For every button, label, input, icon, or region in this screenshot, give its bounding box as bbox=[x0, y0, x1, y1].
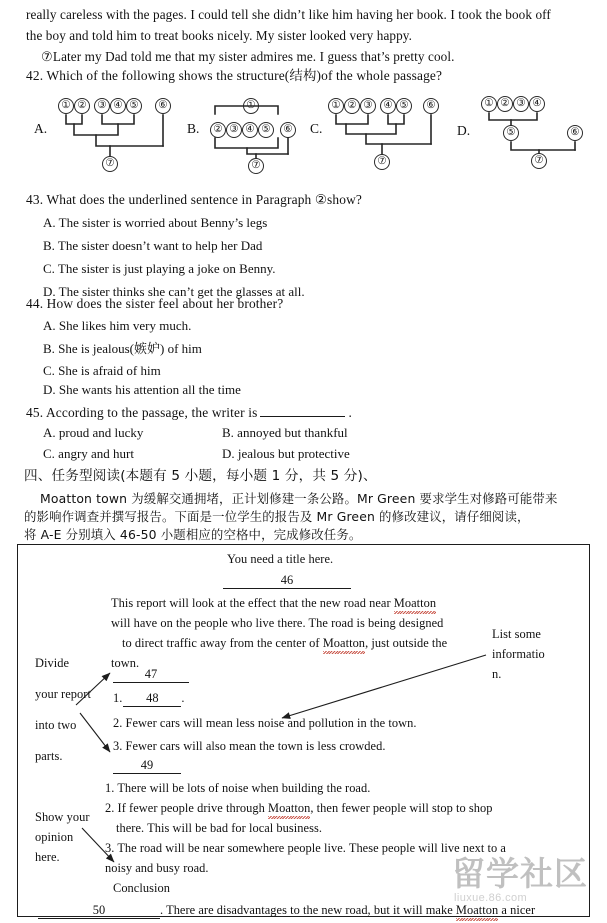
diagram-c-node-1: ① bbox=[328, 98, 344, 114]
diagram-a-node-1: ① bbox=[58, 98, 74, 114]
report-b-item-1: 1. There will be lots of noise when building the road. bbox=[105, 781, 371, 795]
question-44-stem: 44. How does the sister feel about her brother? bbox=[26, 296, 284, 311]
diagram-d-node-5: ⑤ bbox=[503, 125, 519, 141]
question-45-option-a[interactable]: A. proud and lucky bbox=[43, 425, 144, 440]
diagram-c-node-6: ⑥ bbox=[423, 98, 439, 114]
report-b-item-3-line-1: 3. The road will be near somewhere people live. These people will live next to a bbox=[105, 841, 506, 855]
diagram-b-node-3: ③ bbox=[226, 122, 242, 138]
diagram-option-c[interactable] bbox=[310, 92, 440, 184]
diagram-a-node-5: ⑤ bbox=[126, 98, 142, 114]
section-4-intro-line-1: Moatton town 为缓解交通拥堵，正计划修建一条公路。Mr Green 要求学生对修路可能带来 bbox=[40, 491, 558, 506]
question-42-stem: 42. Which of the following shows the structure(结构)of the whole passage? bbox=[26, 68, 443, 83]
question-45-stem-period: . bbox=[348, 405, 352, 420]
section-4-heading: 四、任务型阅读(本题有 5 小题，每小题 1 分，共 5 分)、 bbox=[24, 468, 377, 484]
question-45-blank[interactable] bbox=[260, 404, 345, 417]
diagram-c-node-3: ③ bbox=[360, 98, 376, 114]
report-b-item-2-text-c: , then fewer people will stop to shop bbox=[310, 801, 493, 815]
diagram-b-connectors bbox=[185, 92, 315, 184]
report-body-line-1-text: This report will look at the effect that the new road near bbox=[111, 596, 394, 610]
report-b-item-2-line-1 bbox=[105, 800, 493, 816]
diagram-d-node-3: ③ bbox=[513, 96, 529, 112]
diagram-a-node-7: ⑦ bbox=[102, 156, 118, 172]
diagram-d-node-2: ② bbox=[497, 96, 513, 112]
question-44-option-a[interactable]: A. She likes him very much. bbox=[43, 318, 192, 333]
diagram-c-connectors bbox=[310, 92, 440, 184]
report-body-line-4: town. bbox=[111, 656, 140, 670]
watermark-url: liuxue.86.com bbox=[454, 892, 528, 904]
question-44-option-d[interactable]: D. She wants his attention all the time bbox=[43, 382, 241, 397]
diagram-a-connectors bbox=[30, 92, 180, 184]
annotation-divide-line-1: Divide bbox=[35, 656, 70, 670]
passage-line-3: ⑦Later my Dad told me that my sister admires me. I guess that’s pretty cool. bbox=[41, 49, 455, 64]
diagram-d-node-1: ① bbox=[481, 96, 497, 112]
report-blank-49[interactable]: 49 bbox=[113, 757, 181, 774]
diagram-b-letter: B. bbox=[187, 121, 200, 136]
report-item-1-period: . bbox=[181, 691, 185, 705]
question-44-option-c[interactable]: C. She is afraid of him bbox=[43, 363, 161, 378]
diagram-b-node-7: ⑦ bbox=[248, 158, 264, 174]
watermark-text: 留学社区 bbox=[452, 854, 588, 893]
diagram-b-node-5: ⑤ bbox=[258, 122, 274, 138]
report-body-line-3-text-a: to direct traffic away from the center of bbox=[122, 636, 323, 650]
annotation-opinion-line-3: here. bbox=[35, 850, 60, 864]
report-blank-47-wrap bbox=[113, 666, 189, 683]
diagram-c-node-7: ⑦ bbox=[374, 154, 390, 170]
task-report-box bbox=[17, 544, 590, 917]
report-item-1-number: 1. bbox=[113, 691, 123, 705]
diagram-option-d[interactable] bbox=[455, 92, 607, 184]
annotation-opinion-line-1: Show your bbox=[35, 810, 90, 824]
spellcheck-moatton-4: Moatton bbox=[455, 903, 499, 917]
passage-line-1: really careless with the pages. I could tell she didn’t like him having her book. I took the book off bbox=[26, 7, 551, 22]
annotation-list-line-3: n. bbox=[492, 667, 502, 681]
question-43-stem: 43. What does the underlined sentence in Paragraph ②show? bbox=[26, 192, 363, 207]
section-4-intro-line-2: 的影响作调查并撰写报告。下面是一位学生的报告及 Mr Green 的修改建议，请仔细阅读， bbox=[24, 509, 530, 524]
diagram-a-node-4: ④ bbox=[110, 98, 126, 114]
report-blank-47[interactable]: 47 bbox=[113, 666, 189, 683]
report-body-line-1 bbox=[111, 595, 436, 611]
diagram-d-letter: D. bbox=[457, 123, 471, 138]
annotation-divide-line-3: into two bbox=[35, 718, 77, 732]
report-b-item-2-text-a: 2. If fewer people drive through bbox=[105, 801, 269, 815]
report-item-3: 3. Fewer cars will also mean the town is less crowded. bbox=[113, 739, 386, 753]
question-44-option-b[interactable]: B. She is jealous(嫉妒) of him bbox=[43, 341, 202, 356]
report-blank-46[interactable]: 46 bbox=[223, 572, 351, 589]
report-b-item-2-line-2: there. This will be bad for local business. bbox=[116, 821, 322, 835]
report-conclusion-line bbox=[38, 902, 535, 919]
question-42-diagrams bbox=[0, 92, 607, 184]
question-43-option-c[interactable]: C. The sister is just playing a joke on Benny. bbox=[43, 261, 276, 276]
diagram-c-node-5: ⑤ bbox=[396, 98, 412, 114]
diagram-a-letter: A. bbox=[34, 121, 48, 136]
report-body-line-3 bbox=[122, 635, 447, 651]
annotation-list-line-2: informatio bbox=[492, 647, 545, 661]
report-blank-48[interactable]: 48 bbox=[123, 690, 181, 707]
report-blank-49-wrap bbox=[113, 757, 181, 774]
question-45-option-b[interactable]: B. annoyed but thankful bbox=[222, 425, 348, 440]
diagram-a-node-2: ② bbox=[74, 98, 90, 114]
diagram-d-node-6: ⑥ bbox=[567, 125, 583, 141]
annotation-list-line-1: List some bbox=[492, 627, 541, 641]
question-43-option-d[interactable]: D. The sister thinks she can’t get the glasses at all. bbox=[43, 284, 305, 299]
section-4-intro-line-3: 将 A-E 分别填入 46-50 小题相应的空格中，完成修改任务。 bbox=[24, 527, 362, 542]
report-conclusion-text-c: a nicer bbox=[498, 903, 536, 917]
question-45-option-d[interactable]: D. jealous but protective bbox=[222, 446, 350, 461]
question-45-stem bbox=[26, 404, 352, 421]
question-43-option-b[interactable]: B. The sister doesn’t want to help her Dad bbox=[43, 238, 263, 253]
diagram-d-node-7: ⑦ bbox=[531, 153, 547, 169]
report-body-line-2: will have on the people who live there. The road is being designed bbox=[111, 616, 444, 630]
diagram-d-connectors bbox=[455, 92, 607, 184]
diagram-option-a[interactable] bbox=[30, 92, 180, 184]
diagram-b-node-2: ② bbox=[210, 122, 226, 138]
report-b-item-3-line-2: noisy and busy road. bbox=[105, 861, 209, 875]
report-item-2: 2. Fewer cars will mean less noise and pollution in the town. bbox=[113, 716, 417, 730]
report-blank-46-wrap bbox=[223, 572, 351, 589]
question-45-option-c[interactable]: C. angry and hurt bbox=[43, 446, 134, 461]
diagram-d-node-4: ④ bbox=[529, 96, 545, 112]
report-title-note: You need a title here. bbox=[227, 552, 334, 566]
report-item-1 bbox=[113, 690, 185, 707]
annotation-opinion-line-2: opinion bbox=[35, 830, 74, 844]
diagram-b-node-6: ⑥ bbox=[280, 122, 296, 138]
spellcheck-moatton-2: Moatton bbox=[322, 636, 366, 650]
annotation-divide-line-2: your report bbox=[35, 687, 91, 701]
annotation-divide-line-4: parts. bbox=[35, 749, 63, 763]
diagram-b-node-1: ① bbox=[243, 98, 259, 114]
diagram-option-b[interactable] bbox=[185, 92, 315, 184]
diagram-a-node-3: ③ bbox=[94, 98, 110, 114]
diagram-c-node-4: ④ bbox=[380, 98, 396, 114]
diagram-b-node-4: ④ bbox=[242, 122, 258, 138]
spellcheck-moatton-3: Moatton bbox=[268, 801, 311, 815]
report-conclusion-label: Conclusion bbox=[113, 881, 170, 895]
diagram-c-letter: C. bbox=[310, 121, 323, 136]
diagram-a-node-6: ⑥ bbox=[155, 98, 171, 114]
diagram-c-node-2: ② bbox=[344, 98, 360, 114]
spellcheck-moatton-1: Moatton bbox=[393, 596, 437, 610]
report-body-line-3-text-c: , just outside the bbox=[365, 636, 448, 650]
question-43-option-a[interactable]: A. The sister is worried about Benny’s legs bbox=[43, 215, 268, 230]
report-conclusion-text-a: . There are disadvantages to the new road, but it will make bbox=[160, 903, 456, 917]
question-45-stem-text: 45. According to the passage, the writer is bbox=[26, 405, 258, 420]
report-blank-50[interactable]: 50 bbox=[38, 902, 160, 919]
passage-line-2: the boy and told him to treat books nicely. My sister looked very happy. bbox=[26, 28, 413, 43]
